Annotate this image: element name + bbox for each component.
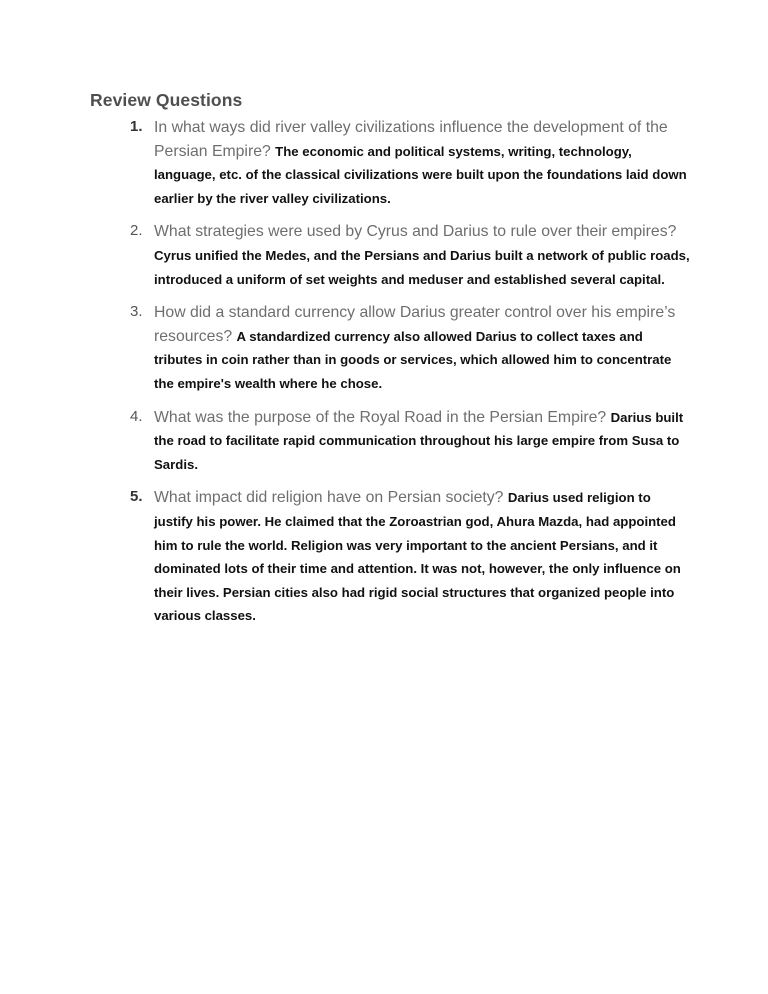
section-heading: Review Questions <box>90 90 243 110</box>
question-text: What was the purpose of the Royal Road in the Persian Empire? <box>154 408 611 426</box>
question-item-3 <box>130 301 690 395</box>
question-number: 5. <box>130 488 143 506</box>
question-text: In what ways did river valley civilizations influence the development of the Persian Empire? <box>154 119 668 160</box>
answer-text: A standardized currency also allowed Darius to collect taxes and tributes in coin rather than in goods or services, which allowed him to concentrate the empire's wealth where he chose. <box>154 328 672 391</box>
question-body <box>154 486 690 628</box>
question-item-1 <box>130 116 690 210</box>
answer-text: Darius used religion to justify his power. He claimed that the Zoroastrian god, Ahura Mazda, had appointed him to rule the world. Religion was very important to the ancient Persians, and it dominated lots of their time and attention. It was not, however, the only influence on their lives. Persian cities also had rigid social structures that organized people into various classes. <box>154 490 681 624</box>
answer-text: The economic and political systems, writing, technology, language, etc. of the classical civilizations were built upon the foundations laid down earlier by the river valley civilizations. <box>154 143 687 206</box>
question-text: How did a standard currency allow Darius greater control over his empire’s resources? <box>154 304 676 345</box>
question-body <box>154 220 690 291</box>
question-number: 3. <box>130 303 143 321</box>
question-text: What strategies were used by Cyrus and Darius to rule over their empires? <box>154 223 677 241</box>
answer-text: Darius built the road to facilitate rapid communication throughout his large empire from Susa to Sardis. <box>154 409 684 472</box>
question-item-5 <box>130 486 690 628</box>
question-number: 2. <box>130 222 143 240</box>
question-item-4 <box>130 406 690 477</box>
question-body <box>154 301 690 395</box>
question-body <box>154 406 690 477</box>
review-questions-list <box>130 116 690 638</box>
answer-text: Cyrus unified the Medes, and the Persians and Darius built a network of public roads, introduced a uniform of set weights and meduser and established several capital. <box>154 247 690 287</box>
question-item-2 <box>130 220 690 291</box>
question-number: 4. <box>130 407 143 425</box>
question-number: 1. <box>130 118 143 135</box>
question-body <box>154 116 690 210</box>
question-text: What impact did religion have on Persian society? <box>154 489 508 507</box>
